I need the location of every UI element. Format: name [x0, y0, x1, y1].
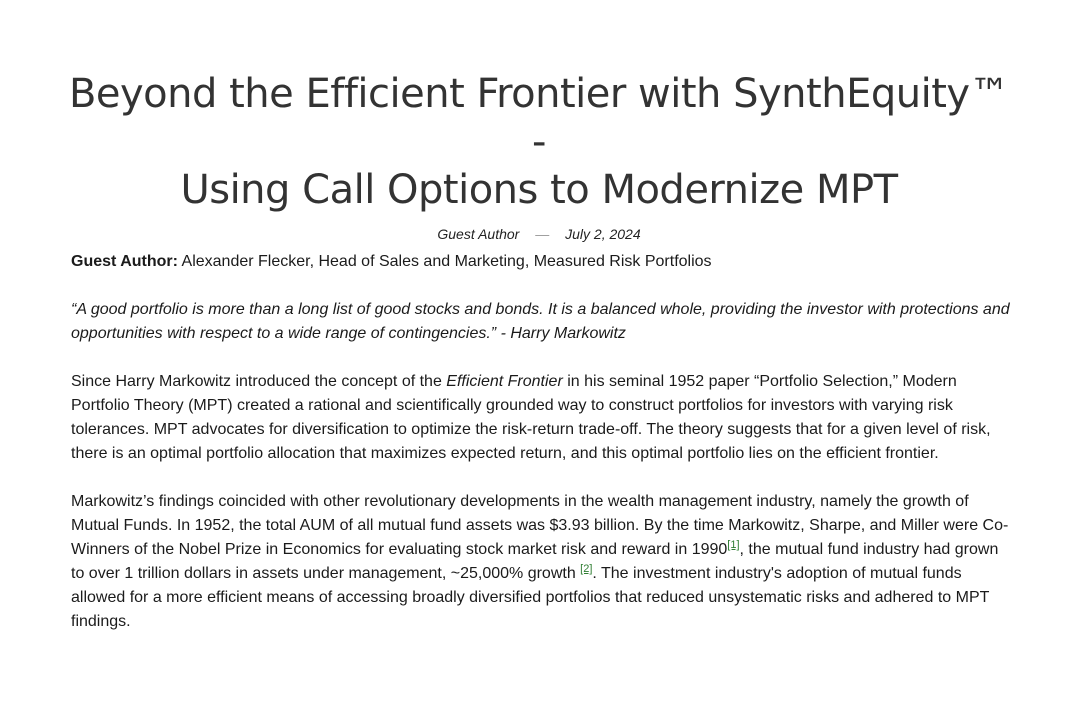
intro-text-start: Since Harry Markowitz introduced the concept of the [71, 373, 447, 390]
guest-author-label: Guest Author: [71, 253, 178, 270]
guest-author-paragraph [71, 250, 1011, 274]
intro-text-end: in his seminal 1952 paper “Portfolio Selection,” Modern Portfolio Theory (MPT) created a rational and scientifically grounded way to construct portfolios for investors with varying risk tolerances. MPT advocates for diversification to optimize the risk-return trade-off. The theory suggests that for a given level of risk, there is an optimal portfolio allocation that maximizes expected return, and this optimal portfolio lies on the efficient frontier. [71, 373, 991, 462]
post-date: July 2, 2024 [565, 226, 641, 242]
mutual-funds-text-3: . The investment industry's adoption of mutual funds allowed for a more efficient means of accessing broadly diversified portfolios that reduced unsystematic risks and adhered to MPT findings. [71, 565, 990, 630]
mutual-funds-text-1: Markowitz’s findings coincided with other revolutionary developments in the wealth management industry, namely the growth of Mutual Funds. In 1952, the total AUM of all mutual fund assets was $3.93 billion. By the time Markowitz, Sharpe, and Miller were Co-Winners of the Nobel Prize in Economics for evaluating stock market risk and reward in 1990 [71, 493, 1009, 558]
mutual-funds-paragraph [71, 490, 1011, 634]
post-body [71, 250, 1011, 658]
footnote-link-1[interactable]: [1] [727, 539, 740, 551]
title-line-1: Beyond the Efficient Frontier with SynthEquity™ - [68, 71, 1010, 165]
post-header [60, 70, 1018, 242]
author-link[interactable]: Guest Author [437, 226, 520, 242]
efficient-frontier-term: Efficient Frontier [446, 373, 563, 390]
footnote-link-2[interactable]: [2] [580, 563, 593, 575]
mutual-funds-text-2: , the mutual fund industry had grown to over 1 trillion dollars in assets under management, ~25,000% growth [71, 541, 999, 582]
title-line-2: Using Call Options to Modernize MPT [180, 167, 898, 213]
guest-author-text: Alexander Flecker, Head of Sales and Marketing, Measured Risk Portfolios [177, 253, 712, 270]
page-title [60, 70, 1018, 214]
intro-paragraph [71, 370, 1011, 466]
meta-separator: — [535, 226, 550, 242]
post-meta [60, 226, 1018, 242]
markowitz-quote: “A good portfolio is more than a long list of good stocks and bonds. It is a balanced whole, providing the investor with protections and opportunities with respect to a wide range of contingencies.” - Harry Markowitz [71, 301, 1010, 342]
